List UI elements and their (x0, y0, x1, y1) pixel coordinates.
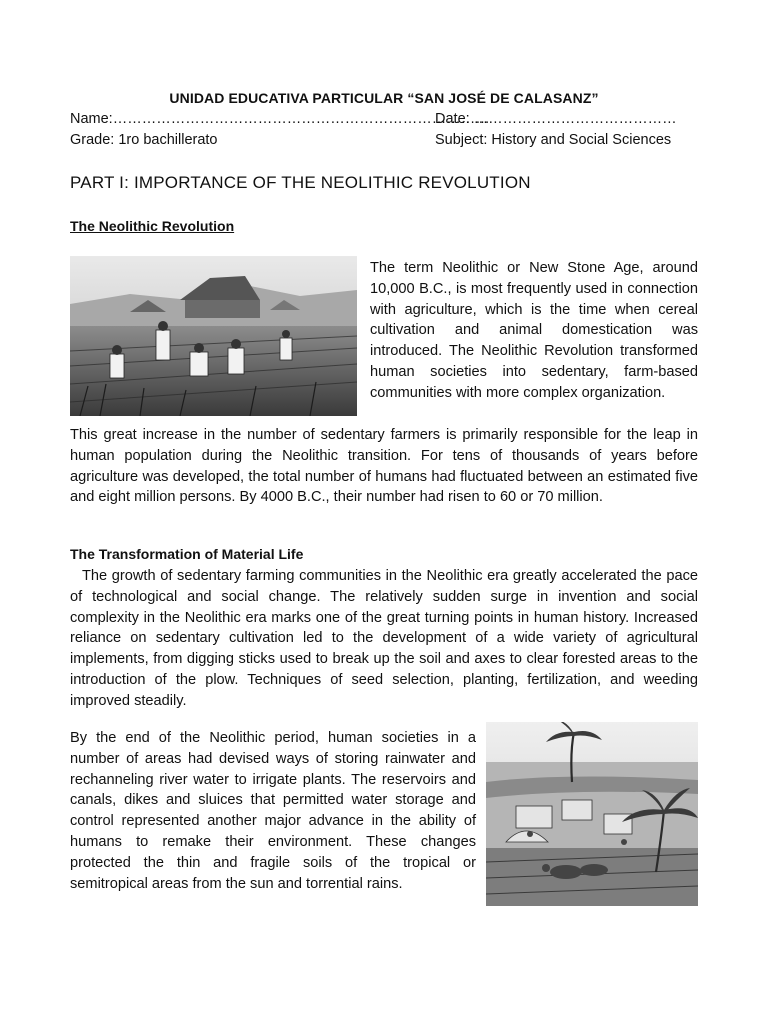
section-title-neolithic-revolution: The Neolithic Revolution (70, 218, 235, 234)
grade-label: Grade: 1ro bachillerato (70, 132, 218, 148)
grade-subject-row (70, 132, 672, 148)
irrigation-paragraph: By the end of the Neolithic period, human societies in a number of areas had devised ways of storing rainwater and rechanneling river water to irrigate plants. The reservoirs and canals, dikes and sluices that permitted water storage and control represented another major advance in the ability of humans to remake their environment. These changes protected the thin and fragile soils of the tropical or semitropical areas from the sun and torrential rains. (70, 730, 476, 892)
name-date-row (70, 111, 677, 127)
village-irrigation-illustration (486, 722, 698, 906)
section-title-material-life: The Transformation of Material Life (70, 546, 304, 562)
part-title: PART I: IMPORTANCE OF THE NEOLITHIC REVOLUTION (70, 173, 531, 192)
material-life-paragraph: The growth of sedentary farming communities in the Neolithic era greatly accelerated the pace of technological and social change. The relatively sudden surge in invention and social complexity in the Neolithic era marks one of the great turning points in human history. Increased reliance on sedentary cultivation led to the development of a wide variety of agricultural implements, from digging sticks used to break up the soil and axes to clear forested areas to the introduction of the plow. Techniques of seed selection, planting, fertilization, and weeding improved steadily. (70, 568, 698, 709)
neolithic-definition-paragraph: The term Neolithic or New Stone Age, around 10,000 B.C., is most frequently used in connection with agriculture, which is the time when cereal cultivation and animal domestication was introduced. The Neolithic Revolution transformed human societies into sedentary, farm-based communities with more complex organization. (370, 260, 698, 401)
subject-label: Subject: History and Social Sciences (435, 132, 672, 148)
farming-scene-illustration (70, 256, 357, 416)
school-name: UNIDAD EDUCATIVA PARTICULAR “SAN JOSÉ DE CALASANZ” (169, 90, 599, 106)
name-field: Name:…………………………………………………………………… (70, 111, 490, 127)
date-field: Date: …………………………………… (435, 111, 677, 127)
population-paragraph: This great increase in the number of sedentary farmers is primarily responsible for the leap in human population during the Neolithic transition. For tens of thousands of years before agriculture was developed, the total number of humans had fluctuated between an estimated five and eight million persons. By 4000 B.C., their number had risen to 60 or 70 million. (70, 427, 698, 506)
